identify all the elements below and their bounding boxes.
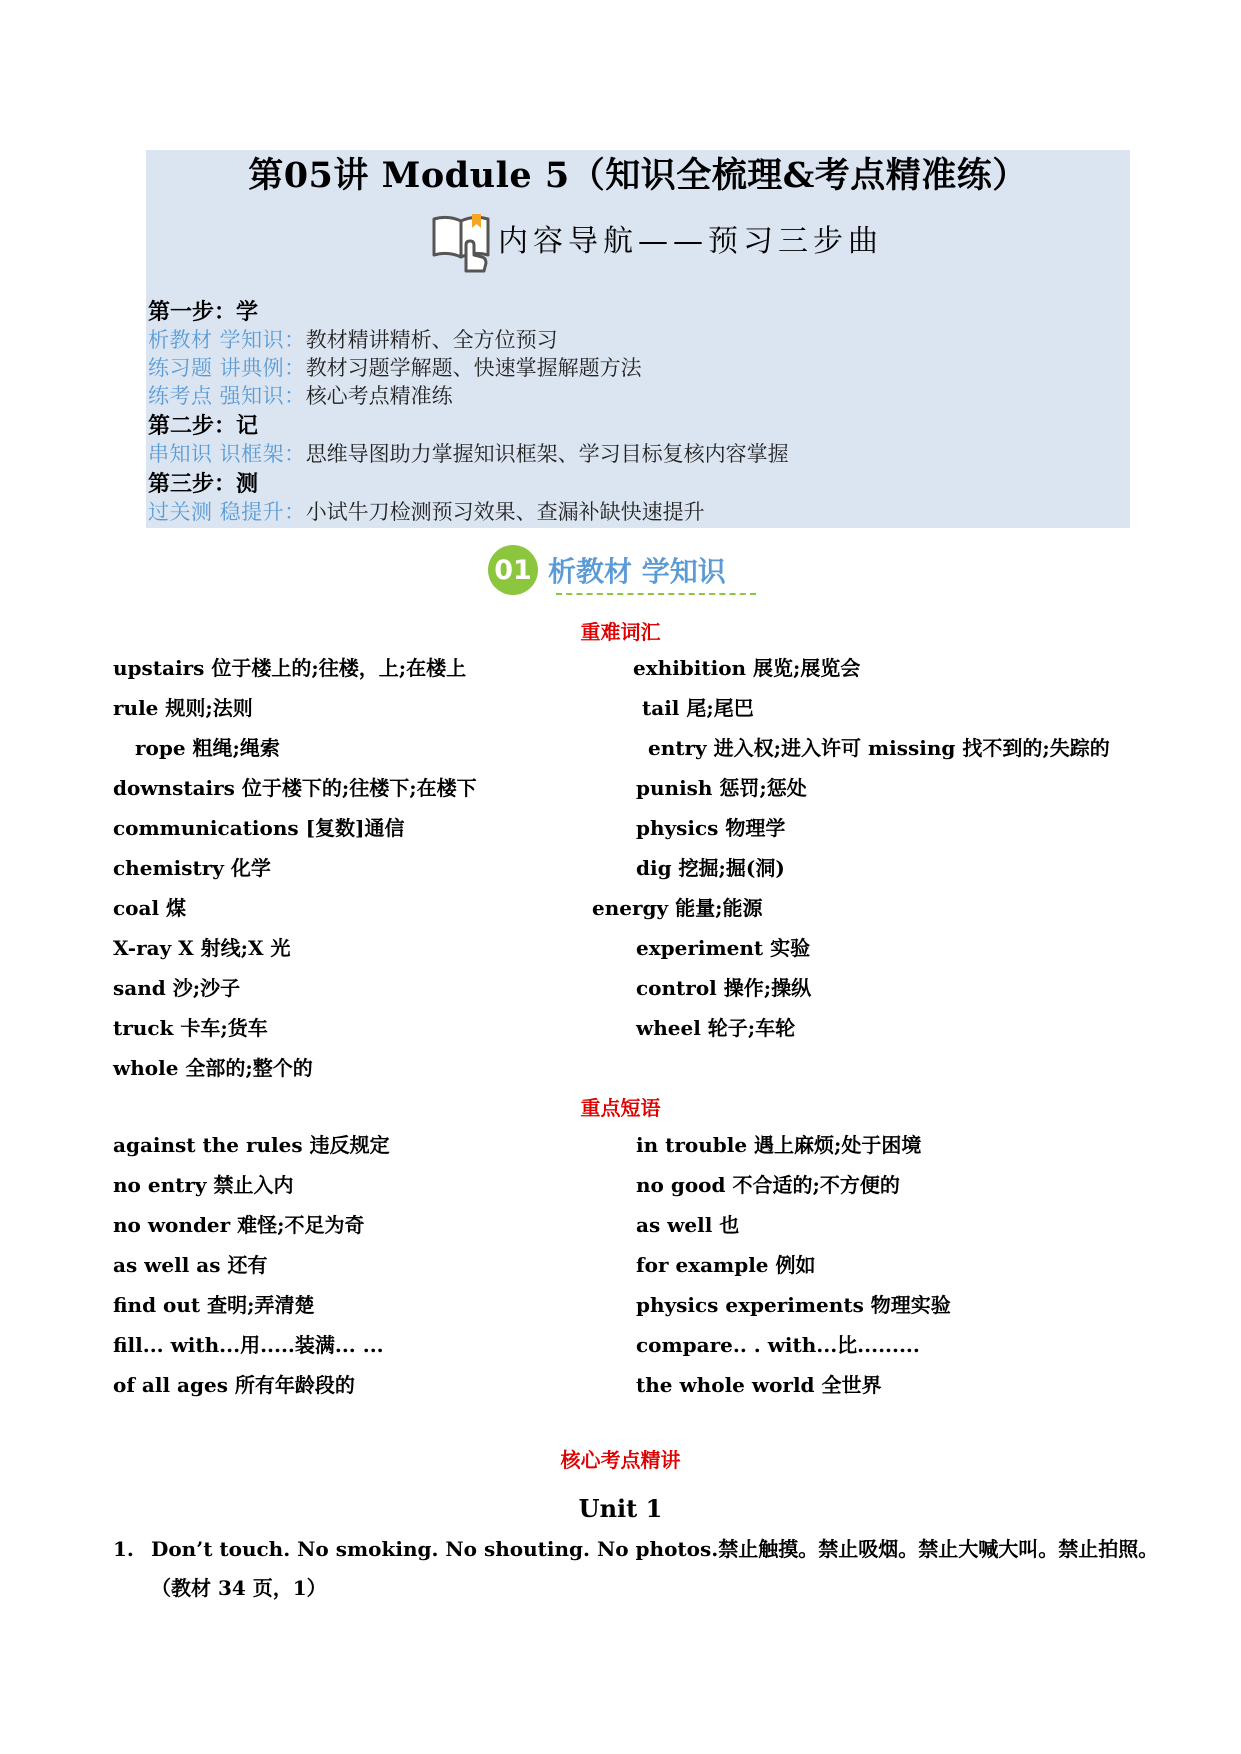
- vocab-item: chemistry 化学: [113, 856, 271, 880]
- vocab-item: control 操作;操纵: [636, 976, 812, 1000]
- phrase-item: as well as 还有: [113, 1253, 268, 1277]
- item-reference: （教材 34 页，1）: [151, 1576, 327, 1600]
- section-divider: [556, 593, 756, 595]
- step-two-title: 第二步：记: [148, 413, 259, 439]
- step-one-title: 第一步：学: [148, 299, 259, 325]
- step-desc: 教材习题学解题、快速掌握解题方法: [305, 356, 642, 380]
- vocab-item: upstairs 位于楼上的;往楼，上;在楼上: [113, 656, 467, 680]
- vocab-item: rule 规则;法则: [113, 696, 253, 720]
- vocab-item: punish 惩罚;惩处: [636, 776, 807, 800]
- vocab-item: energy 能量;能源: [592, 896, 763, 920]
- phrase-item: for example 例如: [636, 1253, 816, 1277]
- vocab-item: truck 卡车;货车: [113, 1016, 268, 1040]
- phrase-item: no wonder 难怪;不足为奇: [113, 1213, 365, 1237]
- step-label: 析教材 学知识：: [148, 328, 306, 352]
- vocab-item: whole 全部的;整个的: [113, 1056, 313, 1080]
- open-book-hand-icon: [430, 211, 496, 273]
- phrase-item: against the rules 违反规定: [113, 1133, 390, 1157]
- step-label: 过关测 稳提升：: [148, 500, 306, 524]
- section-title: 析教材 学知识: [548, 555, 726, 588]
- document-title: 第05讲 Module 5（知识全梳理&考点精准练）: [248, 155, 1028, 196]
- step-label: 练考点 强知识：: [148, 384, 306, 408]
- vocab-item: dig 挖掘;掘(洞): [636, 856, 785, 880]
- vocab-item: tail 尾;尾巴: [642, 696, 754, 720]
- step-row: [148, 326, 558, 354]
- step-label: 练习题 讲典例：: [148, 356, 306, 380]
- step-desc: 核心考点精准练: [305, 384, 453, 408]
- section-number-badge: 01: [488, 545, 538, 595]
- phrase-item: of all ages 所有年龄段的: [113, 1373, 355, 1397]
- phrase-item: find out 查明;弄清楚: [113, 1293, 315, 1317]
- section-banner: [488, 542, 726, 598]
- step-desc: 思维导图助力掌握知识框架、学习目标复核内容掌握: [305, 442, 789, 466]
- vocab-item: physics 物理学: [636, 816, 786, 840]
- step-desc: 教材精讲精析、全方位预习: [305, 328, 558, 352]
- step-row: [148, 382, 453, 410]
- vocab-item: downstairs 位于楼下的;往楼下;在楼下: [113, 776, 477, 800]
- content-nav: [430, 212, 883, 272]
- vocab-item: exhibition 展览;展览会: [633, 656, 861, 680]
- phrase-item: as well 也: [636, 1213, 740, 1237]
- step-row: [148, 354, 642, 382]
- vocab-item: coal 煤: [113, 896, 187, 920]
- unit-title: Unit 1: [578, 1494, 663, 1523]
- vocab-item: X-ray X 射线;X 光: [113, 936, 291, 960]
- phrases-heading: 重点短语: [580, 1096, 661, 1120]
- vocab-item: wheel 轮子;车轮: [636, 1016, 796, 1040]
- step-three-title: 第三步：测: [148, 471, 259, 497]
- phrase-item: compare.. . with...比.........: [636, 1333, 920, 1357]
- phrase-item: physics experiments 物理实验: [636, 1293, 951, 1317]
- step-row: [148, 498, 705, 526]
- core-heading: 核心考点精讲: [560, 1448, 681, 1472]
- vocab-item: rope 粗绳;绳索: [135, 736, 280, 760]
- phrase-item: in trouble 遇上麻烦;处于困境: [636, 1133, 922, 1157]
- phrase-item: fill... with...用.....装满... ...: [113, 1333, 384, 1357]
- phrase-item: the whole world 全世界: [636, 1373, 882, 1397]
- vocab-heading: 重难词汇: [580, 620, 661, 644]
- nav-title: 内容导航——预习三步曲: [498, 224, 883, 259]
- vocab-item: communications [复数]通信: [113, 816, 405, 840]
- item-text: Don’t touch. No smoking. No shouting. No photos.禁止触摸。禁止吸烟。禁止大喊大叫。禁止拍照。: [151, 1537, 1159, 1561]
- step-desc: 小试牛刀检测预习效果、查漏补缺快速提升: [305, 500, 705, 524]
- step-row: [148, 440, 789, 468]
- item-number: 1.: [113, 1537, 134, 1561]
- vocab-item: sand 沙;沙子: [113, 976, 241, 1000]
- vocab-item: entry 进入权;进入许可 missing 找不到的;失踪的: [648, 736, 1110, 760]
- phrase-item: no good 不合适的;不方便的: [636, 1173, 900, 1197]
- phrase-item: no entry 禁止入内: [113, 1173, 294, 1197]
- vocab-item: experiment 实验: [636, 936, 811, 960]
- step-label: 串知识 识框架：: [148, 442, 306, 466]
